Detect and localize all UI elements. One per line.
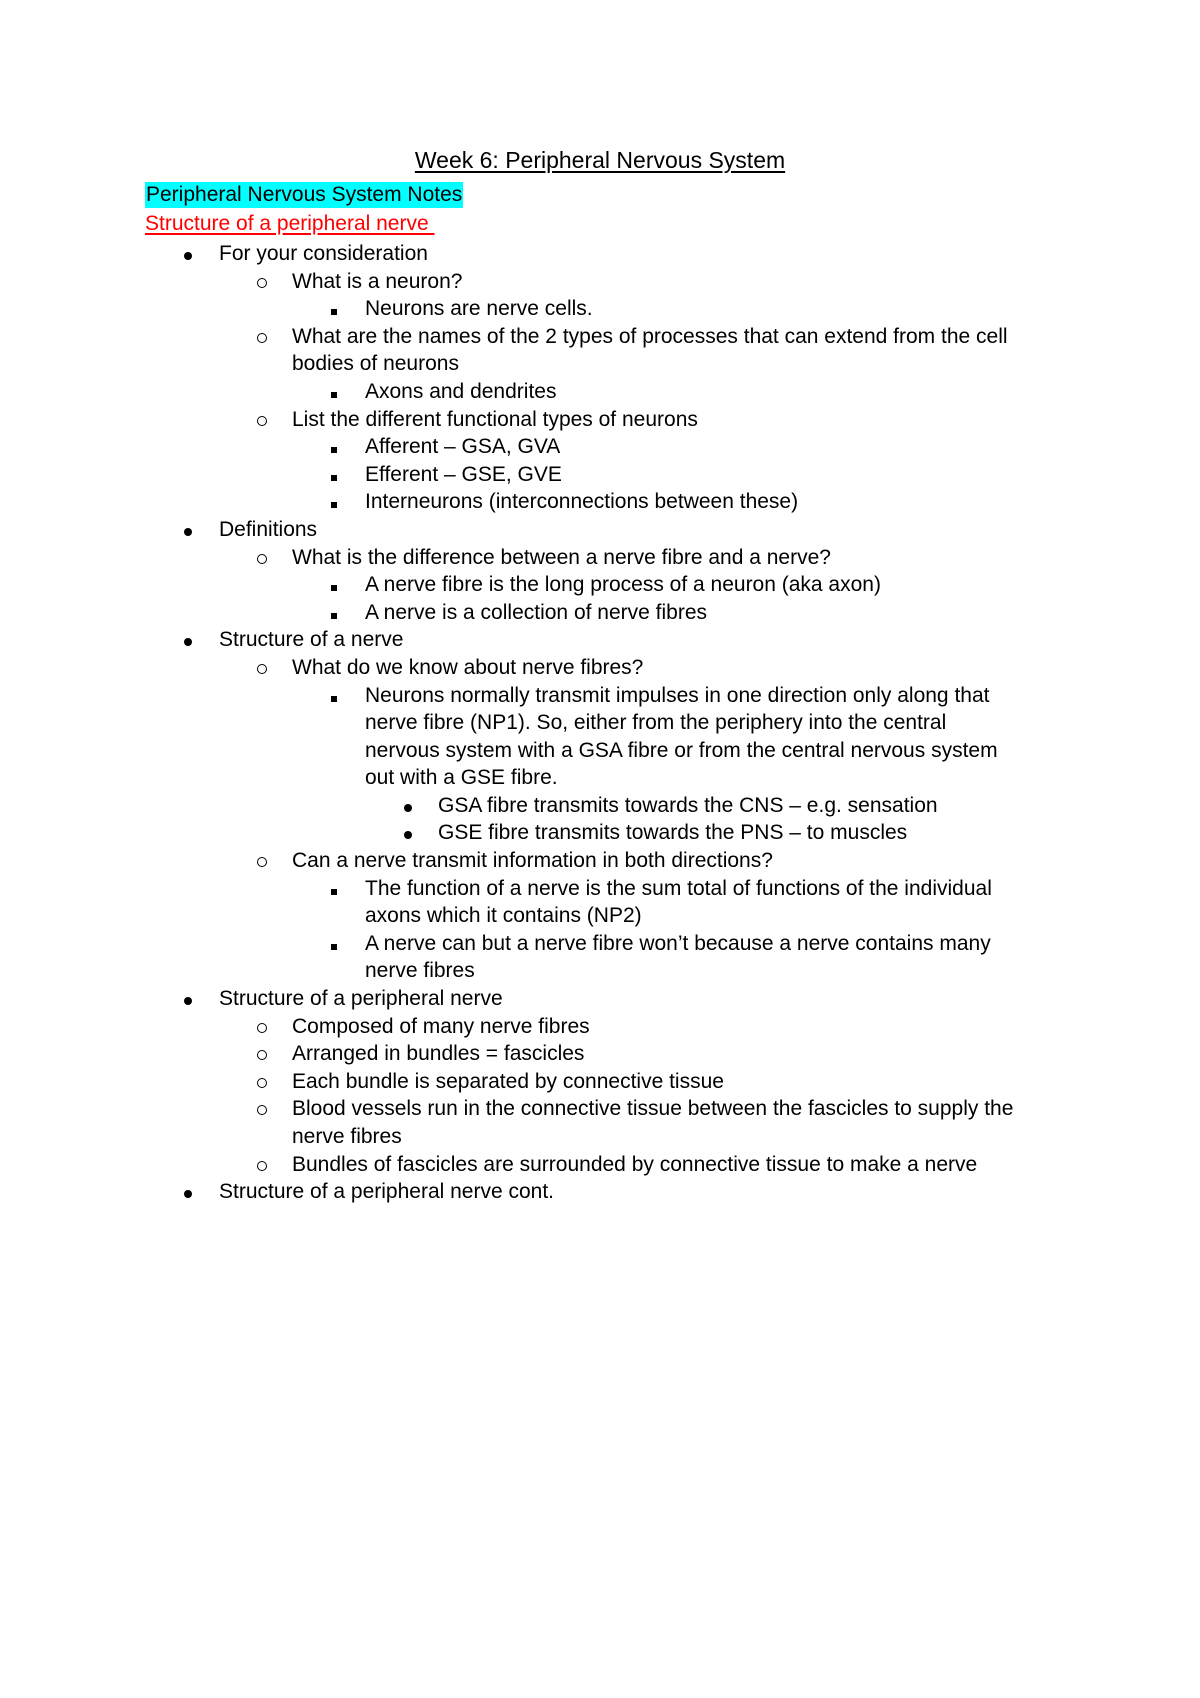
outline-item-text: What do we know about nerve fibres? [292,655,644,679]
bullet-icon [181,239,195,269]
outline-item [0,1094,1200,1122]
outline-item-text: nerve fibres [365,959,475,983]
hollow-circle-bullet-icon [255,1150,269,1180]
outline-item [0,1177,1200,1205]
outline-item-text: nerve fibres [292,1125,402,1148]
outline-item-text: Blood vessels run in the connective tissue between the fascicles to supply the [292,1097,1014,1121]
hollow-circle-bullet-icon [255,846,269,876]
outline-item [0,543,1200,571]
outline-item-text: Structure of a peripheral nerve [219,987,503,1011]
outline-item-text: A nerve is a collection of nerve fibres [365,600,708,624]
square-bullet-icon [328,681,340,711]
outline-item [0,598,1200,626]
square-bullet-icon [328,570,340,600]
outline-item [0,736,1200,764]
outline-item [0,984,1200,1012]
page-title: Week 6: Peripheral Nervous System [414,147,786,173]
square-bullet-icon [328,460,340,490]
outline-item-text: The function of a nerve is the sum total of functions of the individual [365,876,992,900]
outline-item [0,570,1200,598]
square-bullet-icon [328,929,340,959]
notes-outline [0,239,1200,1205]
outline-item-text: For your consideration [219,242,428,265]
outline-item [0,791,1200,819]
hollow-circle-bullet-icon [255,1067,269,1097]
outline-item-text: Structure of a nerve [219,628,404,652]
bullet-icon [401,818,415,848]
outline-item-text: out with a GSE fibre. [365,766,558,790]
hollow-circle-bullet-icon [255,653,269,683]
square-bullet-icon [328,598,340,628]
outline-item-text: What is a neuron? [292,269,463,293]
square-bullet-icon [328,377,340,407]
hollow-circle-bullet-icon [255,405,269,435]
outline-item [0,625,1200,653]
hollow-circle-bullet-icon [255,322,269,352]
hollow-circle-bullet-icon [255,1012,269,1042]
outline-item [0,763,1200,791]
square-bullet-icon [328,294,340,324]
outline-item [0,1122,1200,1150]
outline-item [0,432,1200,460]
outline-item-text: nerve fibre (NP1). So, either from the periphery into the central [365,711,947,735]
outline-item [0,708,1200,736]
outline-item [0,322,1200,350]
outline-item-text: GSE fibre transmits towards the PNS – to muscles [438,821,908,845]
outline-item [0,1012,1200,1040]
hollow-circle-bullet-icon [255,543,269,573]
outline-item-text: Interneurons (interconnections between these) [365,490,799,514]
outline-item [0,956,1200,984]
outline-item [0,874,1200,902]
bullet-icon [181,1177,195,1207]
outline-item [0,349,1200,377]
outline-item-text: Definitions [219,517,318,541]
bullet-icon [181,515,195,545]
section-heading: Structure of a peripheral nerve [145,212,435,235]
outline-item-text: A nerve can but a nerve fibre won’t because a nerve contains many [365,931,991,955]
outline-item [0,653,1200,681]
hollow-circle-bullet-icon [255,267,269,297]
outline-item [0,377,1200,405]
outline-item-text: Arranged in bundles = fascicles [292,1042,585,1066]
outline-item-text: GSA fibre transmits towards the CNS – e.g. sensation [438,793,938,817]
outline-item [0,901,1200,929]
outline-item [0,515,1200,543]
bullet-icon [401,791,415,821]
square-bullet-icon [328,487,340,517]
outline-item-text: What is the difference between a nerve fibre and a nerve? [292,545,831,569]
outline-item-text: nervous system with a GSA fibre or from the central nervous system [365,738,998,762]
bullet-icon [181,625,195,655]
outline-item [0,405,1200,433]
outline-item [0,267,1200,295]
outline-item [0,681,1200,709]
outline-item [0,1150,1200,1178]
square-bullet-icon [328,874,340,904]
outline-item [0,294,1200,322]
outline-item-text: Each bundle is separated by connective tissue [292,1069,724,1093]
outline-item-text: Composed of many nerve fibres [292,1014,590,1038]
outline-item [0,1067,1200,1095]
outline-item [0,1039,1200,1067]
outline-item-text: Bundles of fascicles are surrounded by connective tissue to make a nerve [292,1152,978,1176]
outline-item-text: Efferent – GSE, GVE [365,462,562,486]
outline-item-text: List the different functional types of neurons [292,407,698,431]
outline-item-text: Afferent – GSA, GVA [365,435,561,459]
outline-item [0,239,1200,267]
bullet-icon [181,984,195,1014]
outline-item-text: Can a nerve transmit information in both directions? [292,849,773,873]
outline-item [0,929,1200,957]
outline-item [0,846,1200,874]
square-bullet-icon [328,432,340,462]
notes-heading: Peripheral Nervous System Notes [146,183,463,206]
outline-item [0,487,1200,515]
outline-item [0,818,1200,846]
hollow-circle-bullet-icon [255,1094,269,1124]
hollow-circle-bullet-icon [255,1039,269,1069]
outline-item-text: axons which it contains (NP2) [365,904,642,928]
outline-item-text: Structure of a peripheral nerve cont. [219,1180,555,1204]
outline-item-text: A nerve fibre is the long process of a neuron (aka axon) [365,573,881,597]
outline-item-text: bodies of neurons [292,352,459,376]
outline-item-text: Neurons normally transmit impulses in one direction only along that [365,683,990,707]
outline-item [0,460,1200,488]
outline-item-text: Axons and dendrites [365,379,557,403]
outline-item-text: What are the names of the 2 types of processes that can extend from the cell [292,324,1008,348]
outline-item-text: Neurons are nerve cells. [365,297,593,321]
